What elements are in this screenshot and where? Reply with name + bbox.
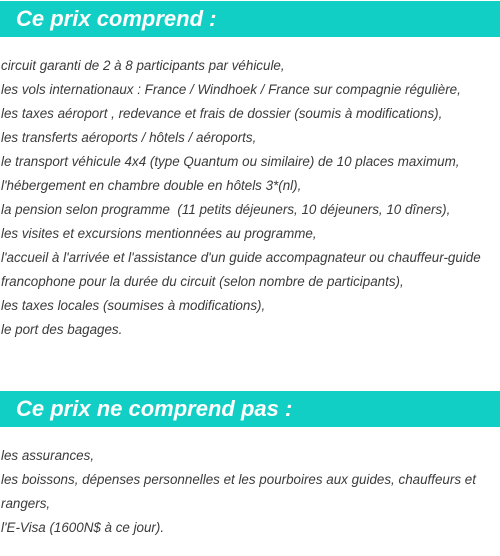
excluded-section-header xyxy=(0,391,500,427)
list-item: le transport véhicule 4x4 (type Quantum ou similaire) de 10 places maximum, xyxy=(1,154,460,169)
list-item: les vols internationaux : France / Windhoek / France sur compagnie régulière, xyxy=(1,82,461,97)
list-item: les boissons, dépenses personnelles et les pourboires aux guides, chauffeurs et rangers, xyxy=(1,472,480,511)
list-item: les assurances, xyxy=(1,448,95,463)
list-item: l'E-Visa (1600N$ à ce jour). xyxy=(1,520,165,535)
list-item: la pension selon programme (11 petits déjeuners, 10 déjeuners, 10 dîners), xyxy=(1,202,451,217)
list-item: l'accueil à l'arrivée et l'assistance d'un guide accompagnateur ou chauffeur-guide francophone pour la durée du circuit (selon nombre de participants), xyxy=(1,250,485,289)
excluded-items-list xyxy=(1,444,498,540)
included-section-header xyxy=(0,1,500,37)
included-section-title: Ce prix comprend : xyxy=(16,6,217,31)
list-item: les taxes aéroport , redevance et frais de dossier (soumis à modifications), xyxy=(1,106,443,121)
list-item: les taxes locales (soumises à modifications), xyxy=(1,298,266,313)
list-item: les transferts aéroports / hôtels / aéroports, xyxy=(1,130,257,145)
list-item: les visites et excursions mentionnées au programme, xyxy=(1,226,317,241)
list-item: le port des bagages. xyxy=(1,322,123,337)
included-items-list xyxy=(1,54,498,342)
list-item: l'hébergement en chambre double en hôtels 3*(nl), xyxy=(1,178,302,193)
excluded-section-title: Ce prix ne comprend pas : xyxy=(16,396,293,421)
list-item: circuit garanti de 2 à 8 participants par véhicule, xyxy=(1,58,285,73)
